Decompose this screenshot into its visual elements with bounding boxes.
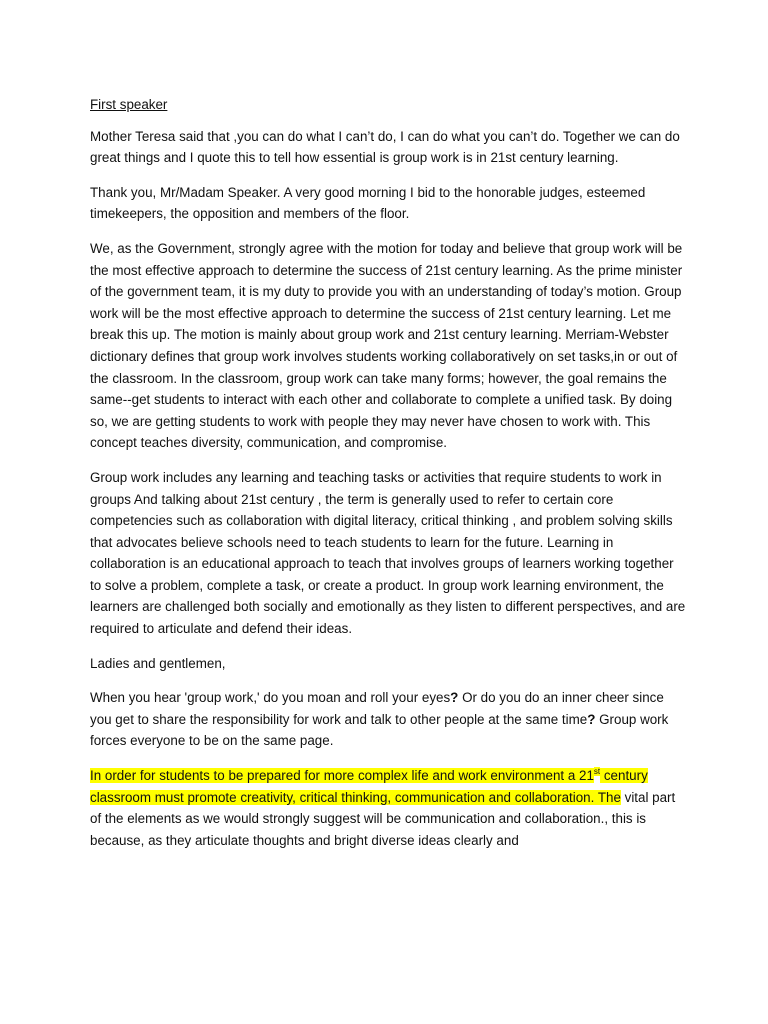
paragraph-quote: Mother Teresa said that ,you can do what I can’t do, I can do what you can’t do. Together we can do great things and I quote this to tell how essential is group work is in 21st century learning. (90, 128, 680, 166)
highlighted-superscript: st (593, 767, 601, 777)
paragraph-questions (90, 687, 688, 752)
highlighted-text-1: In order for students to be prepared for more complex life and work environment a 21 (90, 768, 594, 784)
highlighted-text-2: century classroom must promote creativity, critical thinking, communication and collaboration. The (90, 768, 648, 805)
paragraph-highlighted (90, 765, 688, 851)
question-mark-1: ? (450, 690, 459, 706)
paragraph-motion: We, as the Government, strongly agree with the motion for today and believe that group work will be the most effective approach to determine the success of 21st century learning. As the prime minister of the government team, it is my duty to provide you with an understanding of today’s motion. Group work will be the most effective approach to determine the success of 21st century learning. Let me break this up. The motion is mainly about group work and 21st century learning. Merriam-Webster dictionary defines that group work involves students working collaboratively on set tasks,in or out of the classroom. In the classroom, group work can take many forms; however, the goal remains the same--get students to interact with each other and collaborate to complete a unified task. By doing so, we are getting students to work with people they may never have chosen to work with. This concept teaches diversity, communication, and compromise. (90, 240, 683, 451)
document-page (90, 94, 688, 864)
question-text-1: When you hear 'group work,' do you moan and roll your eyes (90, 690, 451, 706)
paragraph-greeting: Thank you, Mr/Madam Speaker. A very good morning I bid to the honorable judges, esteemed timekeepers, the opposition and members of the floor. (90, 184, 646, 222)
question-text-2: Or do you do an inner cheer since you get to share the responsibility for work and talk to other people at the same time (90, 690, 664, 727)
document-heading: First speaker (90, 97, 168, 112)
question-mark-2: ? (587, 711, 596, 727)
question-text-3: Group work forces everyone to be on the same page. (90, 711, 669, 749)
paragraph-address: Ladies and gentlemen, (90, 655, 226, 671)
paragraph-group-work-definition: Group work includes any learning and teaching tasks or activities that require students to work in groups And talking about 21st century , the term is generally used to refer to certain core competencies such as collaboration with digital literacy, critical thinking , and problem solving skills that advocates believe schools need to teach students to learn for the future. Learning in collaboration is an educational approach to teach that involves groups of learners working together to solve a problem, complete a task, or create a product. In group work learning environment, the learners are challenged both socially and emotionally as they listen to different perspectives, and are required to articulate and defend their ideas. (90, 469, 686, 637)
paragraph-continuation: vital part of the elements as we would strongly suggest will be communication and collaboration., this is because, as they articulate thoughts and bright diverse ideas clearly and (90, 789, 676, 848)
